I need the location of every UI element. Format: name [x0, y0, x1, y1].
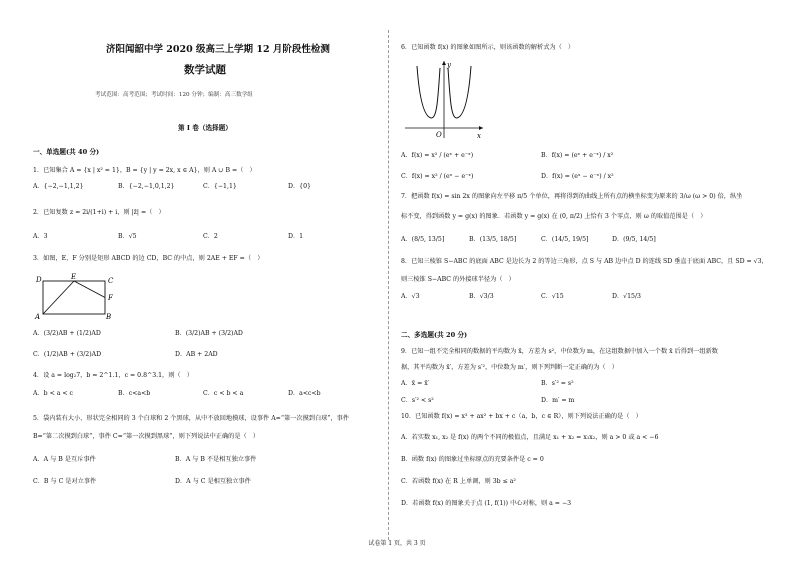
q5-option-b: B．A 与 B 不是相互独立事件 — [175, 456, 257, 463]
exam-subtitle: 数学试题 — [184, 64, 226, 76]
q7-option-a: A．(8/5, 13/5] — [401, 236, 445, 243]
origin-label: O — [436, 131, 442, 139]
q3-option-b: B．(3/2)AB + (3/2)AD — [175, 330, 243, 337]
exam-info: 考试范围：高考范围；考试时间：120 分钟；编制：高三数学组 — [95, 92, 253, 98]
q2-option-c: C．2 — [203, 233, 218, 240]
q8-option-d: D．√15/3 — [612, 293, 641, 300]
q8-option-a: A．√3 — [401, 293, 420, 300]
label-a: A — [35, 313, 41, 320]
q8-option-b: B．√3/3 — [469, 293, 494, 300]
q1-option-c: C．{−1,1} — [203, 183, 237, 190]
q7-option-c: C．(14/5, 19/5] — [541, 236, 589, 243]
q6-stem: 6．已知函数 f(x) 的图象如图所示，则该函数的解析式为（ ） — [401, 44, 575, 51]
label-f: F — [108, 294, 113, 302]
q9-option-b: B．s′² = s² — [541, 380, 574, 387]
q1-stem: 1．已知集合 A = {x | x² = 1}，B = {y | y = 2x, x ∈ A}，则 A ∪ B =（ ） — [33, 167, 256, 174]
q7-option-d: D．(9/5, 14/5] — [612, 236, 656, 243]
q4-option-d: D．a<c<b — [288, 390, 321, 397]
q10-option-c: C．若函数 f(x) 在 R 上单调，则 3b ≤ a² — [401, 478, 516, 485]
q4-option-c: C．c < b < a — [203, 390, 244, 397]
axis-label-y: y — [447, 61, 451, 69]
q7-option-b: B．(13/5, 18/5] — [469, 236, 517, 243]
q3-rectangle-figure — [33, 272, 123, 320]
q1-option-d: D．{0} — [288, 183, 311, 190]
q9-stem-line2: 据，其平均数为 x̄′，方差为 s′²，中位数为 m′，则下列判断一定正确的为（ ） — [401, 364, 618, 371]
q7-stem-line1: 7．把函数 f(x) = sin 2x 的图象向左平移 π/5 个单位，再将得到的曲线上所有点的横坐标变为原来的 3/ω (ω > 0) 倍，纵坐 — [401, 193, 743, 200]
q10-option-d: D．若函数 f(x) 的图象关于点 (1, f(1)) 中心对称，则 a = −3 — [401, 500, 572, 507]
curve-right-branch — [448, 66, 471, 118]
q6-function-graph — [403, 58, 485, 140]
q10-option-a: A．若实数 x₁, x₂ 是 f(x) 的两个不同的极值点，且满足 x₁ + x₂ = x₁x₂，则 a > 0 或 a < −6 — [401, 434, 659, 441]
q9-option-a: A．x̄ = x̄′ — [401, 380, 430, 387]
q5-option-a: A．A 与 B 是互斥事件 — [33, 456, 96, 463]
q9-option-c: C．s′² < s² — [401, 397, 434, 404]
part1-title: 第 I 卷（选择题） — [178, 124, 232, 132]
q3-option-c: C．(1/2)AB + (3/2)AD — [33, 351, 102, 358]
section1-heading: 一、单选题(共 40 分) — [33, 148, 100, 156]
q4-option-a: A．b < a < c — [33, 390, 74, 397]
q3-option-d: D．AB + 2AD — [175, 351, 218, 358]
curve-left-branch — [417, 66, 440, 118]
label-b: B — [106, 313, 112, 320]
q4-stem: 4．设 a = log₂7，b = 2^1.1，c = 0.8^3.1，则（ ） — [33, 372, 193, 379]
q6-option-c: C．f(x) = x² / (eˣ − e⁻ˣ) — [401, 173, 474, 180]
q6-option-a: A．f(x) = x² / (eˣ + e⁻ˣ) — [401, 152, 474, 159]
section2-heading: 二、多选题(共 20 分) — [401, 331, 468, 339]
x-axis-arrow — [479, 126, 483, 130]
q2-stem: 2．已知复数 z = 2i/(1+i) + i，则 |z̄| =（ ） — [33, 209, 165, 216]
q2-option-b: B．√5 — [118, 233, 137, 240]
q1-option-b: B．{−2,−1,0,1,2} — [118, 183, 175, 190]
q5-stem-line2: B=“第二次摸到白球”，事件 C=“第一次摸到黑球”，则下列说法中正确的是（ ） — [33, 433, 260, 440]
segment-ae — [43, 281, 74, 314]
q10-stem: 10．已知函数 f(x) = x³ + ax² + bx + c（a，b，c ∈ R），则下列说法正确的是（ ） — [401, 413, 642, 420]
q6-option-b: B．f(x) = (eˣ + e⁻ˣ) / x² — [541, 152, 614, 159]
label-d: D — [36, 276, 42, 284]
q4-option-b: B．c<a<b — [118, 390, 151, 397]
q7-stem-line2: 标不变，得到函数 y = g(x) 的图象．若函数 y = g(x) 在 (0, π/2) 上恰有 3 个零点，则 ω 的取值范围是（ ） — [401, 213, 707, 220]
q9-stem-line1: 9．已知一组不完全相同的数据的平均数为 x̄，方差为 s²，中位数为 m，在这组数据中加入一个数 x̄ 后得到一组新数 — [401, 348, 718, 355]
axis-label-x: x — [477, 132, 481, 140]
q2-option-a: A．3 — [33, 233, 48, 240]
q5-option-c: C．B 与 C 是对立事件 — [33, 478, 97, 485]
q8-stem-line1: 8．已知三棱锥 S−ABC 的底面 ABC 是边长为 2 的等边三角形，点 S 与 AB 边中点 D 的连线 SD 垂直于底面 ABC，且 SD = √3， — [401, 258, 768, 265]
q3-stem: 3．如图，E，F 分别是矩形 ABCD 的边 CD，BC 的中点，则 2AE + EF =（ ） — [33, 255, 264, 262]
q5-option-d: D．A 与 C 是相互独立事件 — [175, 478, 251, 485]
q2-option-d: D．1 — [288, 233, 304, 240]
q3-option-a: A．(3/2)AB + (1/2)AD — [33, 330, 101, 337]
exam-title: 济阳闻韶中学 2020 级高三上学期 12 月阶段性检测 — [106, 44, 330, 55]
q10-option-b: B．函数 f(x) 的图象过坐标原点的充要条件是 c = 0 — [401, 456, 544, 463]
q8-stem-line2: 则三棱锥 S−ABC 的外接球半径为（ ） — [401, 276, 515, 283]
q1-option-a: A．{−2,−1,1,2} — [33, 183, 84, 190]
rectangle-abcd — [43, 281, 105, 314]
label-c: C — [108, 277, 114, 285]
column-divider — [388, 30, 389, 540]
label-e: E — [71, 273, 77, 281]
page-footer: 试卷第 1 页，共 3 页 — [368, 540, 426, 547]
q8-option-c: C．√15 — [541, 293, 564, 300]
y-axis-arrow — [442, 61, 446, 65]
q9-option-d: D．m′ = m — [541, 397, 575, 404]
q6-option-d: D．f(x) = (eˣ − e⁻ˣ) / x² — [541, 173, 614, 180]
q5-stem-line1: 5．袋内装有大小、形状完全相同的 3 个白球和 2 个黑球，从中不放回地摸球，设事件 A=“第一次摸到白球”，事件 — [33, 415, 350, 422]
segment-ef — [74, 281, 105, 298]
